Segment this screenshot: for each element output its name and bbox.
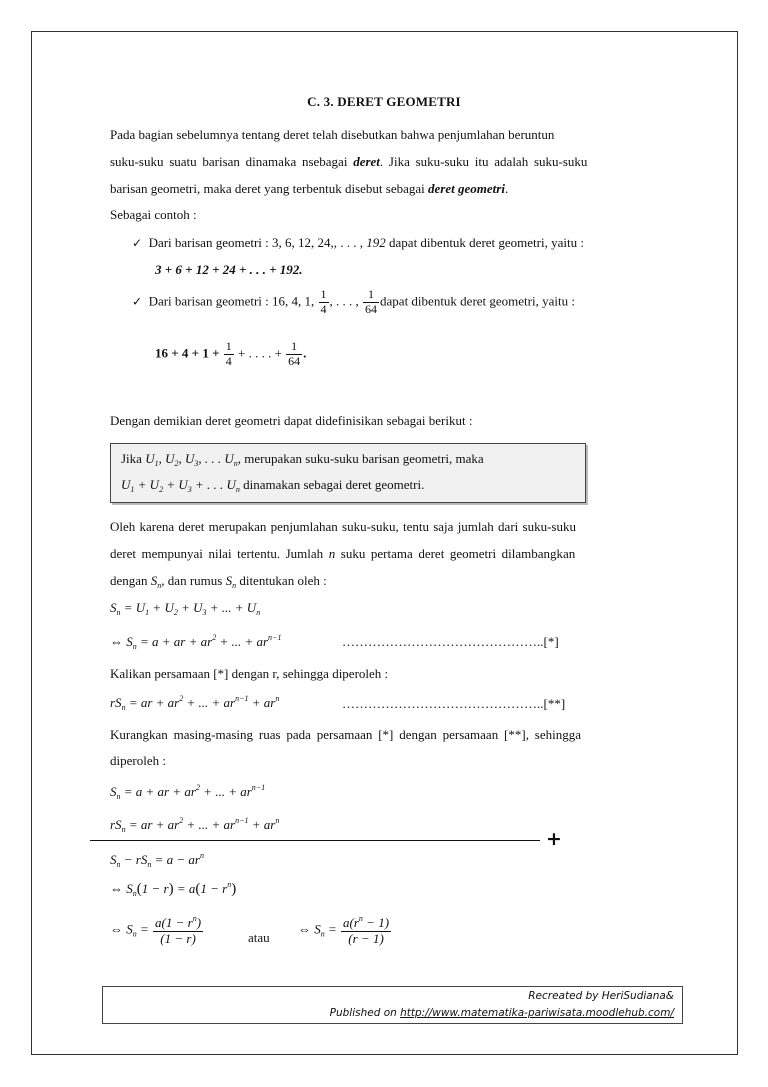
- footer-credit: Recreated by HeriSudiana&: [528, 990, 674, 1002]
- eq-factored: ⇔ $S_n(1 - r) = a(1 - r^n)$: [110, 880, 237, 898]
- subtract-line-2: diperoleh :: [110, 753, 166, 768]
- sum-line-3: dengan $S_n$, dan rumus $S_n$ ditentukan oleh :: [110, 573, 327, 590]
- atau-text: atau: [248, 930, 270, 945]
- sum-text-2b: suku pertama deret geometri dilambangkan: [340, 546, 576, 561]
- footer-link[interactable]: http://www.matematika-pariwisata.moodlehub.com/: [400, 1007, 674, 1019]
- intro-line-1: [110, 127, 686, 143]
- definition-text-2: dinamakan sebagai deret geometri.: [243, 477, 425, 492]
- sum-text-3a: dengan: [110, 573, 148, 588]
- sum-line-2: [110, 546, 686, 562]
- intro-text-1: Pada bagian sebelumnya tentang deret telah disebutkan bahwa penjumlahan beruntun: [110, 127, 555, 142]
- example-1-text-a: Dari barisan geometri : 3, 6, 12, 24,, . . . ,: [148, 235, 364, 250]
- fraction-formula-2: $\frac{a(r^n - 1)}{(r - 1)}$: [343, 914, 390, 946]
- fraction-1-4: $\frac{1}{4}$: [225, 339, 232, 368]
- examples-heading: Sebagai contoh :: [110, 207, 197, 222]
- eq-star: ⇔ $S_n = a$ + ar + $ar^2$ + ... + $ar^{n-1}$: [110, 633, 282, 651]
- series-2-head: 16 + 4 + 1 +: [155, 345, 220, 361]
- eq-sn-expanded: $S_n = a$ + ar + $ar^2$ + ... + $ar^{n-1}$: [110, 783, 266, 801]
- fraction-1-4: $\frac{1}{4}$: [320, 287, 327, 316]
- sum-text-2a: deret mempunyai nilai tertentu. Jumlah: [110, 546, 324, 561]
- section-title: C. 3. DERET GEOMETRI: [307, 94, 461, 109]
- intro-text-2a: suku-suku suatu barisan dinamaka nsebagai: [110, 154, 348, 169]
- definition-text-1: merupakan suku-suku barisan geometri, maka: [244, 451, 484, 466]
- series-2-end: .: [303, 345, 307, 361]
- plus-sign: +: [546, 828, 562, 850]
- example-2-ellipsis: , . . . ,: [329, 293, 359, 309]
- sum-n: n: [328, 546, 336, 561]
- eq-formula-1: ⇔ $S_n$ = $\frac{a(1 - r^n)}{(1 - r)}$: [110, 914, 202, 946]
- intro-text-2b: . Jika suku-suku itu adalah suku-suku: [379, 154, 588, 169]
- intro-line-2: [110, 154, 686, 170]
- example-2: [132, 288, 575, 317]
- eq-star-ref: ………………………………………..[*]: [342, 634, 559, 649]
- term-deret-geometri: deret geometri: [428, 181, 505, 196]
- term-deret: deret: [353, 154, 380, 169]
- definition-jika: Jika: [121, 451, 142, 466]
- subtract-line-1: Kurangkan masing-masing ruas pada persamaan [*] dengan persamaan [**], sehingga: [110, 727, 582, 742]
- footer-published: [330, 1007, 674, 1019]
- intro-line-3: [110, 181, 508, 197]
- multiply-text: Kalikan persamaan [*] dengan r, sehingga diperoleh :: [110, 666, 389, 681]
- definition-intro: Dengan demikian deret geometri dapat didefinisikan sebagai berikut :: [110, 413, 473, 428]
- fraction-1-64: $\frac{1}{64}$: [288, 339, 301, 368]
- eq-rsn-expanded: $rS_n$ = ar + $ar^2$ + ... + $ar^{n-1} + ar^n$: [110, 816, 280, 834]
- sum-line-1: Oleh karena deret merupakan penjumlahan suku-suku, tentu saja jumlah dari suku-suku: [110, 519, 576, 534]
- definition-line-1: Jika $U_1$, $U_2$, $U_3$, . . . $U_n$, merupakan suku-suku barisan geometri, maka: [121, 451, 484, 468]
- fraction-1-64: $\frac{1}{64}$: [365, 287, 378, 316]
- eq-formula-2: ⇔ $S_n$ = $\frac{a(r^n - 1)}{(r - 1)}$: [298, 914, 390, 946]
- fraction-formula-1: $\frac{a(1 - r^n)}{(1 - r)}$: [155, 914, 202, 946]
- example-2-text-a: Dari barisan geometri : 16, 4, 1,: [148, 293, 315, 309]
- sum-text-3c: ditentukan oleh :: [239, 573, 327, 588]
- eq-difference: $S_n - rS_n = a - ar^n$: [110, 851, 204, 869]
- intro-text-3b: .: [504, 181, 509, 196]
- eq-double-star: $rS_n$ = ar + $ar^2$ + ... + $ar^{n-1} + ar^n$: [110, 694, 280, 712]
- definition-box: [110, 443, 586, 503]
- example-1: [132, 235, 584, 251]
- example-1-text-b: dapat dibentuk deret geometri, yaitu :: [389, 235, 584, 250]
- example-2-series: [155, 340, 306, 369]
- series-2-ellipsis: + . . . . +: [237, 345, 282, 361]
- eq-dstar-ref: ………………………………………..[**]: [342, 696, 566, 711]
- example-1-last-term: 192: [366, 235, 386, 250]
- footer-published-label: Published on: [329, 1007, 397, 1019]
- checkmark-icon: ✓: [132, 294, 143, 309]
- subtraction-rule: [90, 840, 540, 841]
- definition-line-2: $U_1 + U_2 + U_3$ + . . . $U_n$ dinamakan sebagai deret geometri.: [121, 477, 425, 494]
- eq-sn-terms: $S_n = U_1 + U_2 + U_3$ + ... + $U_n$: [110, 600, 261, 617]
- sum-text-3b: , dan rumus: [161, 573, 223, 588]
- example-2-text-b: dapat dibentuk deret geometri, yaitu :: [380, 293, 575, 309]
- checkmark-icon: ✓: [132, 236, 143, 250]
- footer-box: [102, 986, 683, 1024]
- example-1-series: 3 + 6 + 12 + 24 + . . . + 192.: [155, 262, 303, 277]
- intro-text-3a: barisan geometri, maka deret yang terbentuk disebut sebagai: [110, 181, 425, 196]
